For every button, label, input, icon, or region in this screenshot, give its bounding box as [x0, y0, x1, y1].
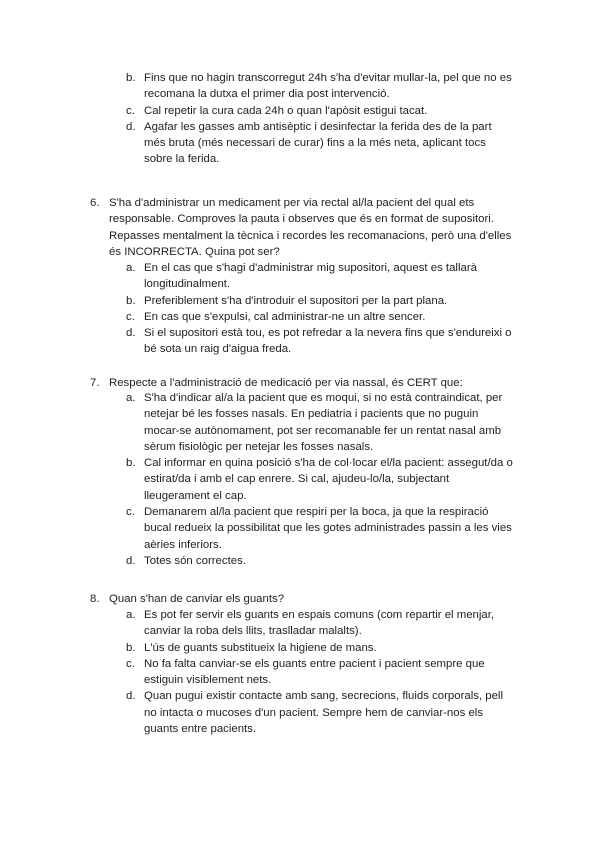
option-item	[126, 553, 516, 569]
option-marker: c.	[126, 104, 135, 117]
option-marker: c.	[126, 310, 135, 323]
question-stem	[90, 375, 520, 391]
continuation-options	[126, 70, 516, 168]
option-item	[126, 70, 516, 103]
option-marker: a.	[126, 392, 136, 404]
option-text: Demanarem al/la pacient que respiri per la boca, ja que la respiració bucal redueix la possibilitat que les gotes administrades passin a les vies aèries inferiors.	[144, 506, 512, 551]
option-text: Si el supositori està tou, es pot refredar a la nevera fins que s'endureixi o bé sota un raig d'aigua freda.	[144, 327, 512, 356]
option-item	[126, 103, 516, 119]
option-text: Cal informar en quina posició s'ha de col·locar el/la pacient: assegut/da o estirat/da i amb el cap enrere. Si cal, ajudeu-lo/la, subjectant lleugerament el cap.	[144, 457, 513, 502]
option-text: No fa falta canviar-se els guants entre pacient i pacient sempre que estiguin visiblement nets.	[144, 657, 485, 687]
option-text: Cal repetir la cura cada 24h o quan l'apòsit estigui tacat.	[144, 104, 428, 117]
option-marker: b.	[126, 457, 136, 470]
question-8	[90, 591, 520, 607]
option-text: Es pot fer servir els guants en espais comuns (com repartir el menjar, canviar la roba dels llits, traslladar malalts).	[144, 609, 495, 638]
question-text: S'ha d'administrar un medicament per via rectal al/la pacient del qual ets responsable. Comproves la pauta i observes que és en format de supositori. Repasses mentalment la tècnica i recordes les recomanacions, però una d'elles és INCORRECTA. Quina pot ser?	[109, 197, 512, 258]
option-text: S'ha d'indicar al/a la pacient que es moqui, si no està contraindicat, per netejar bé les fosses nasals. En pediatria i pacients que no puguin mocar-se autònomament, pot ser recomanable fer un rentat nasal amb sèrum fisiològic per netejar les fosses nasals.	[144, 392, 503, 453]
question-stem	[90, 195, 520, 260]
option-text: Totes són correctes.	[144, 554, 246, 567]
option-item	[126, 504, 516, 553]
option-text: L'ús de guants substitueix la higiene de mans.	[144, 641, 377, 654]
option-text: Quan pugui existir contacte amb sang, secrecions, fluids corporals, pell no intacta o mucoses d'un pacient. Sempre hem de canviar-nos els guants entre pacients.	[144, 690, 503, 736]
question-7	[90, 375, 520, 391]
option-item	[126, 607, 516, 640]
option-marker: d.	[126, 120, 136, 133]
option-marker: d.	[126, 690, 136, 703]
question-number: 8.	[90, 593, 100, 605]
option-marker: b.	[126, 641, 136, 654]
option-marker: c.	[126, 506, 135, 519]
question-8-options	[126, 607, 516, 737]
option-item	[126, 390, 516, 455]
option-text: En el cas que s'hagi d'administrar mig supositori, aquest es tallarà longitudinalment.	[144, 262, 477, 291]
option-marker: b.	[126, 294, 136, 307]
option-item	[126, 455, 516, 504]
question-stem	[90, 591, 520, 607]
question-number: 6.	[90, 197, 100, 209]
option-text: En cas que s'expulsi, cal administrar-ne un altre sencer.	[144, 310, 426, 323]
question-text: Respecte a l'administració de medicació per via nassal, és CERT que:	[109, 377, 463, 389]
option-marker: a.	[126, 609, 136, 621]
option-item	[126, 309, 518, 325]
question-6-options	[126, 260, 518, 358]
option-item	[126, 293, 518, 309]
option-text: Fins que no hagin transcorregut 24h s'ha d'evitar mullar-la, pel que no es recomana la dutxa el primer dia post intervenció.	[144, 72, 512, 101]
question-number: 7.	[90, 377, 100, 389]
option-text: Preferiblement s'ha d'introduir el supositori per la part plana.	[144, 294, 448, 307]
option-marker: b.	[126, 72, 136, 84]
option-marker: a.	[126, 262, 136, 274]
option-marker: d.	[126, 554, 136, 567]
question-text: Quan s'han de canviar els guants?	[109, 593, 285, 605]
option-item	[126, 640, 516, 656]
question-6	[90, 195, 520, 260]
option-marker: c.	[126, 657, 135, 670]
option-item	[126, 260, 518, 293]
option-text: Agafar les gasses amb antisèptic i desinfectar la ferida des de la part més bruta (més necessari de curar) fins a la més neta, aplicant tocs sobre la ferida.	[144, 120, 492, 166]
option-item	[126, 688, 516, 737]
option-item	[126, 325, 518, 358]
option-item	[126, 119, 516, 168]
question-7-options	[126, 390, 516, 569]
option-marker: d.	[126, 327, 136, 340]
option-item	[126, 656, 516, 689]
